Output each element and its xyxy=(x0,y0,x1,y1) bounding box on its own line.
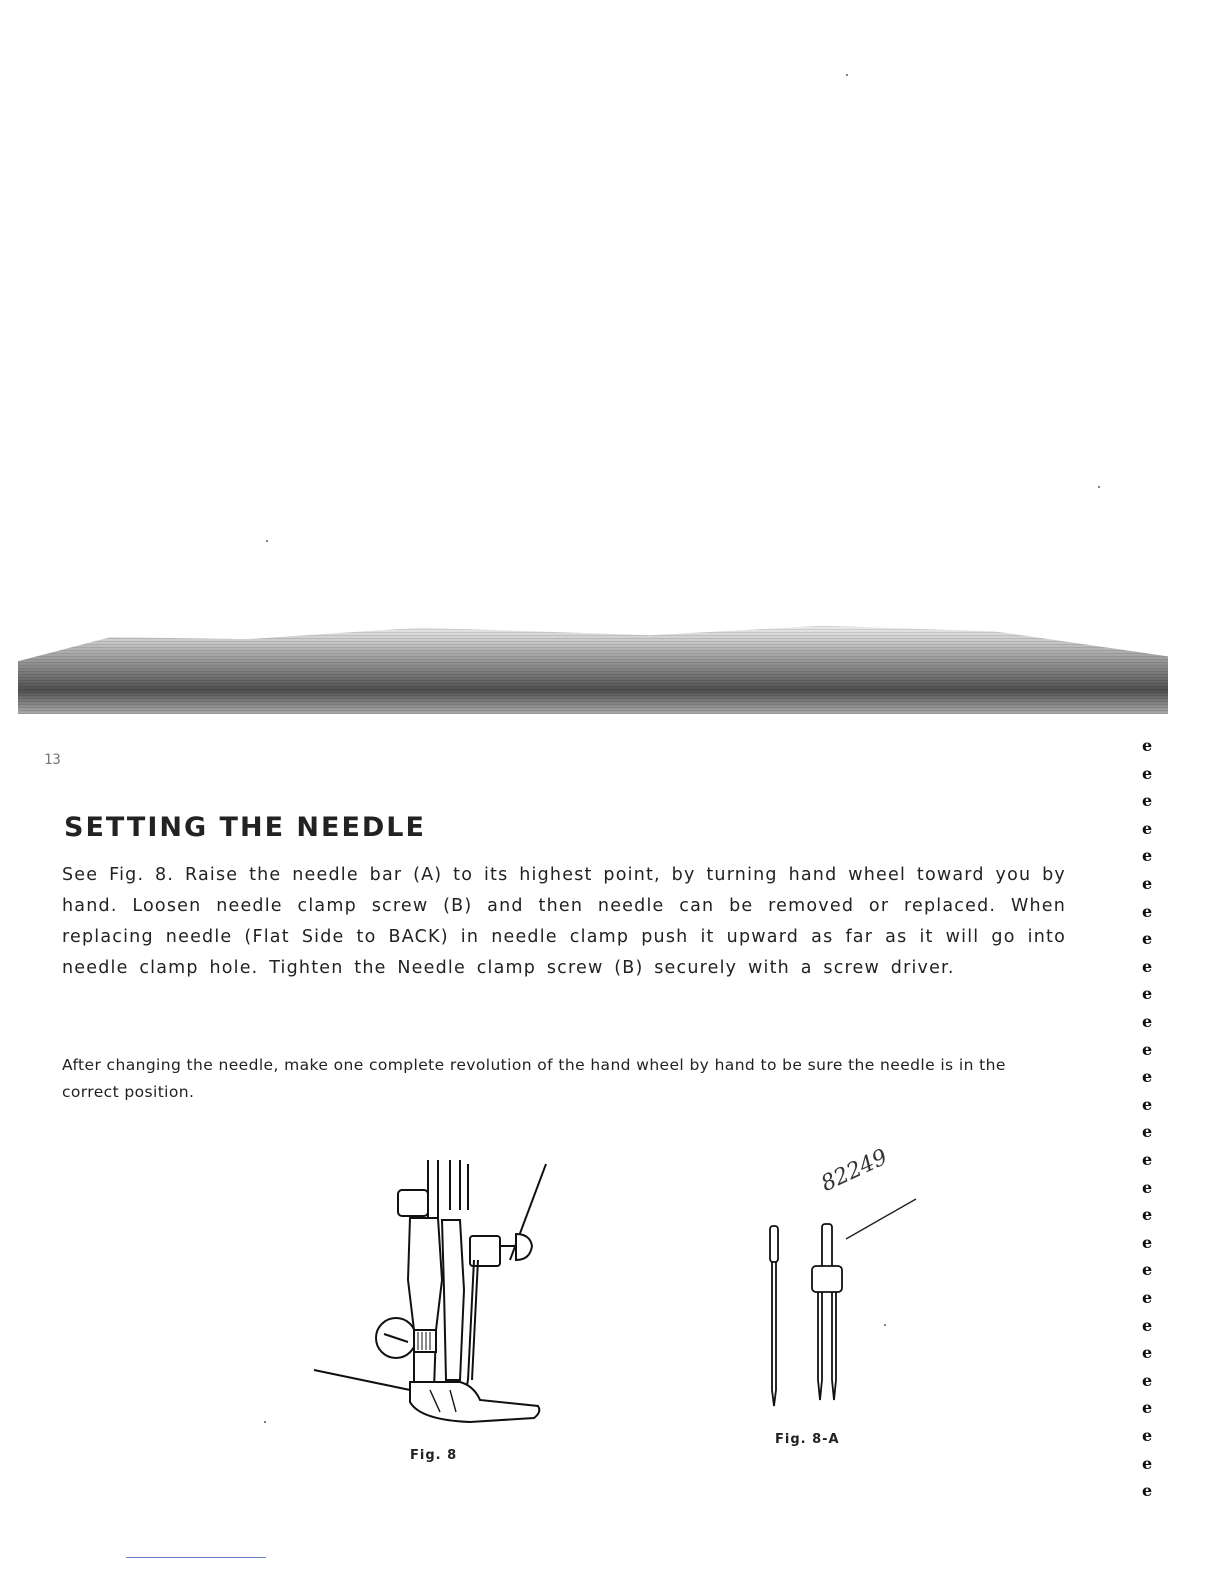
binding-mark: e xyxy=(1142,1067,1153,1087)
speck xyxy=(884,1324,886,1326)
speck xyxy=(846,74,848,76)
binding-mark: e xyxy=(1142,1370,1153,1390)
section-title: SETTING THE NEEDLE xyxy=(64,812,426,843)
needles-drawing xyxy=(760,1220,870,1420)
binding-mark: e xyxy=(1142,763,1153,783)
binding-mark: e xyxy=(1142,1122,1153,1142)
page-number: 13 xyxy=(44,752,61,768)
handwritten-note: 82249 xyxy=(817,1144,892,1197)
instructions-paragraph: See Fig. 8. Raise the needle bar (A) to its highest point, by turning hand wheel toward you by hand. Loosen needle clamp screw (B) and then needle can be removed or replaced. When replacing needle (Flat Side to BACK) in needle clamp push it upward as far as it will go into needle clamp hole. Tighten the Needle clamp screw (B) securely with a screw driver. xyxy=(62,865,1066,978)
binding-mark: e xyxy=(1142,874,1153,893)
speck xyxy=(266,540,268,542)
presser-foot-drawing xyxy=(310,1150,560,1440)
binding-mark: e xyxy=(1142,1453,1153,1473)
binding-mark: e xyxy=(1142,1094,1153,1114)
binding-mark: e xyxy=(1142,1012,1153,1031)
binding-mark: e xyxy=(1142,956,1153,976)
binding-mark: e xyxy=(1142,901,1153,921)
binding-mark: e xyxy=(1142,1177,1153,1197)
binding-mark: e xyxy=(1142,791,1153,811)
note-paragraph: After changing the needle, make one complete revolution of the hand wheel by hand to be sure the needle is in the correct position. xyxy=(62,1056,1006,1101)
binding-mark: e xyxy=(1142,984,1153,1004)
speck xyxy=(264,1421,266,1423)
binding-mark: e xyxy=(1142,1150,1153,1169)
fig8a-illustration xyxy=(760,1220,870,1420)
handwritten-stroke xyxy=(840,1195,920,1245)
binding-mark: e xyxy=(1142,736,1153,755)
binding-mark: e xyxy=(1142,818,1153,838)
fig8-illustration xyxy=(310,1150,560,1440)
binding-mark: e xyxy=(1142,1205,1153,1225)
scan-artifact-band xyxy=(18,618,1168,714)
binding-mark: e xyxy=(1142,1315,1153,1335)
binding-mark: e xyxy=(1142,1232,1153,1252)
footer-rule xyxy=(126,1557,266,1558)
binding-mark: e xyxy=(1142,846,1153,866)
binding-mark: e xyxy=(1142,929,1153,949)
speck xyxy=(1098,486,1100,488)
fig8a-caption: Fig. 8-A xyxy=(775,1432,840,1447)
binding-mark: e xyxy=(1142,1481,1153,1501)
binding-mark: e xyxy=(1142,1288,1153,1307)
binding-mark: e xyxy=(1142,1260,1153,1280)
binding-mark: e xyxy=(1142,1398,1153,1418)
binding-mark: e xyxy=(1142,1426,1153,1445)
fig8-caption: Fig. 8 xyxy=(410,1448,458,1463)
binding-mark: e xyxy=(1142,1343,1153,1363)
binding-mark: e xyxy=(1142,1039,1153,1059)
